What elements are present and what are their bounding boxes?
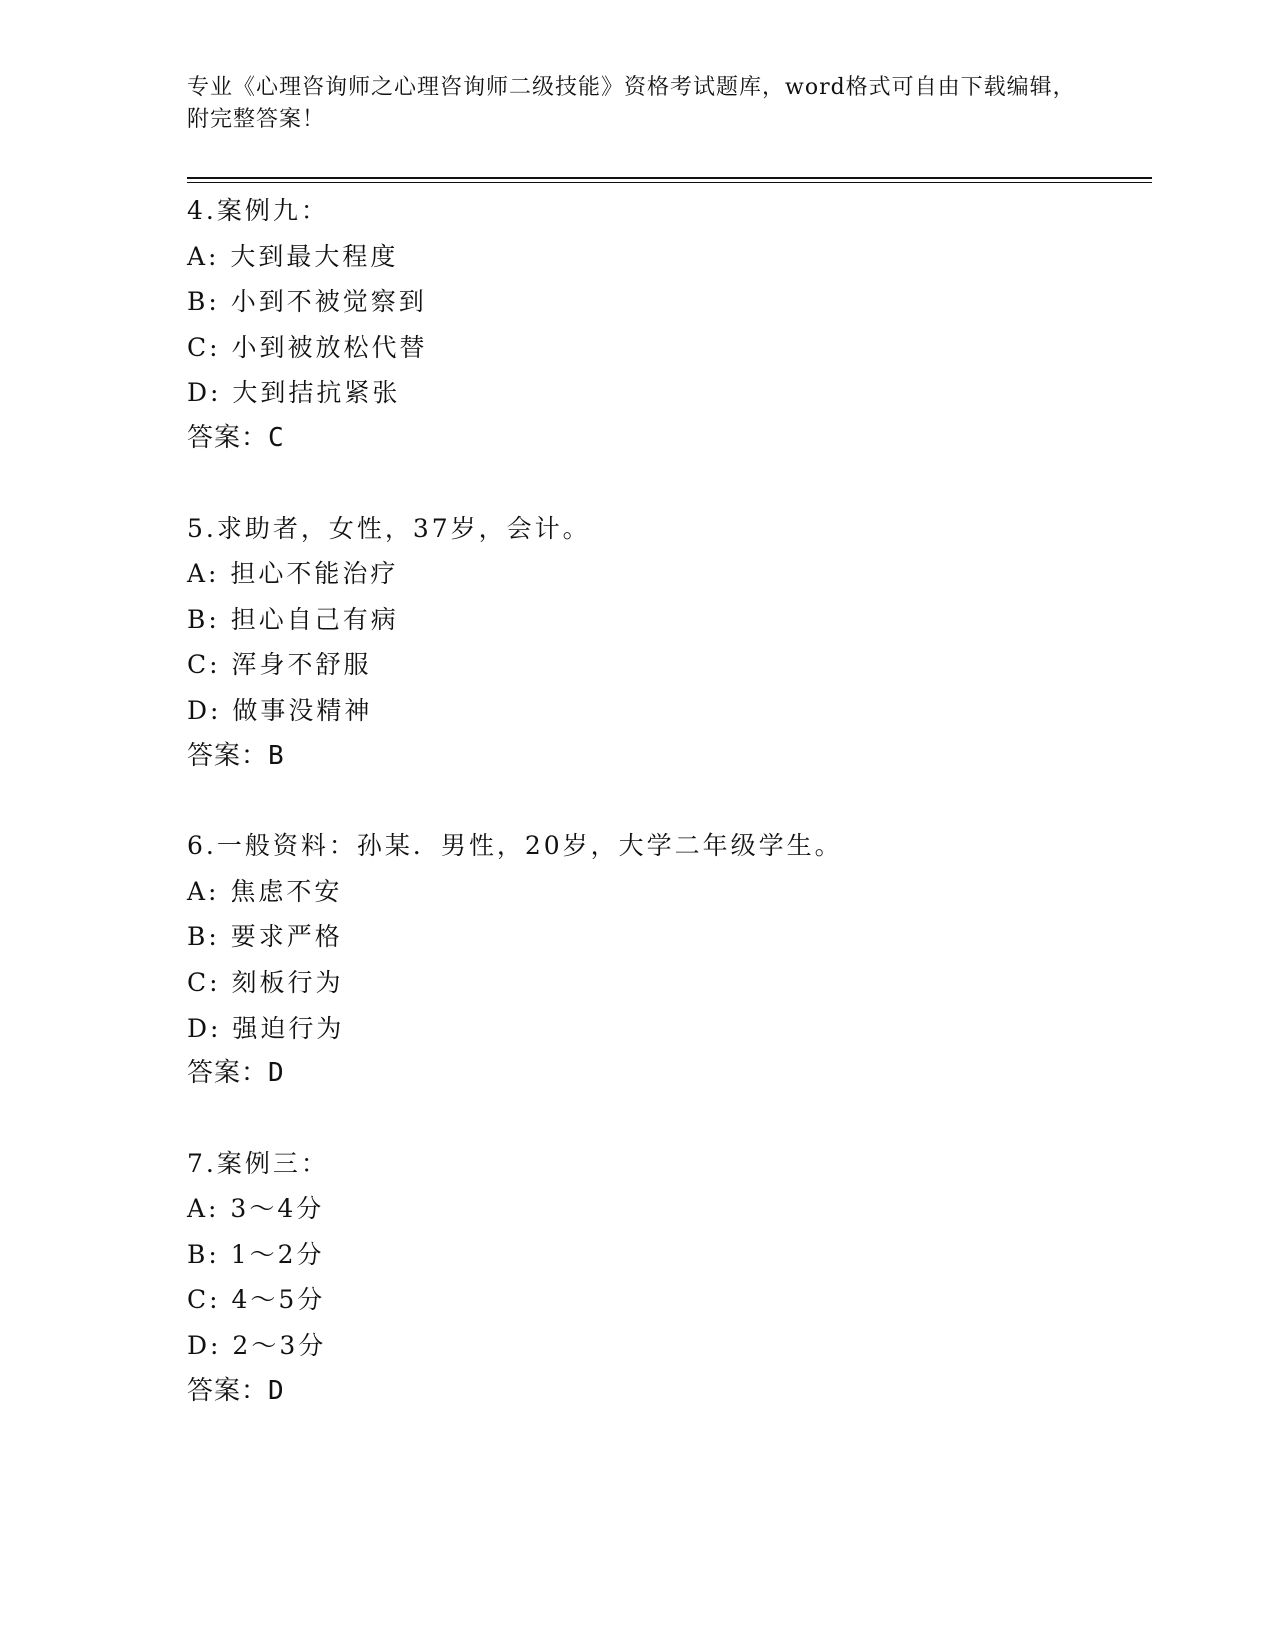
option-b: B: 担心自己有病: [187, 604, 399, 634]
header-divider: [187, 177, 1152, 179]
question-stem: 4.案例九：: [187, 196, 329, 225]
option-b: B: 小到不被觉察到: [187, 287, 427, 317]
document-header: 专业《心理咨询师之心理咨询师二级技能》资格考试题库，word格式可自由下载编辑，附完整答案！: [187, 75, 1076, 132]
answer-label: 答案：: [187, 1375, 269, 1406]
answer-label: 答案：: [187, 740, 269, 771]
question-stem: 6.一般资料：孙某．男性，20岁，大学二年级学生。: [187, 831, 843, 861]
header-divider-thin: [187, 182, 1152, 183]
answer-value: B: [268, 740, 285, 771]
answer-line: [187, 416, 1147, 462]
question-list: [187, 188, 1147, 1458]
option-c: C: 4～5分: [187, 1285, 326, 1315]
option-b: B: 1～2分: [187, 1239, 325, 1269]
answer-line: [187, 1369, 1147, 1415]
option-d: D: 做事没精神: [187, 695, 373, 725]
option-a: A: 担心不能治疗: [187, 559, 399, 589]
question-4: [187, 188, 1147, 462]
answer-value: D: [268, 1058, 285, 1089]
question-5: [187, 506, 1147, 780]
answer-label: 答案：: [187, 1058, 269, 1089]
answer-label: 答案：: [187, 422, 269, 453]
option-a: A: 焦虑不安: [187, 876, 343, 906]
option-d: D: 大到拮抗紧张: [187, 378, 401, 408]
question-7: [187, 1141, 1147, 1415]
answer-value: D: [268, 1375, 285, 1406]
option-d: D: 2～3分: [187, 1331, 327, 1361]
answer-value: C: [268, 422, 285, 453]
option-d: D: 强迫行为: [187, 1013, 345, 1043]
option-a: A: 大到最大程度: [187, 241, 399, 271]
option-a: A: 3～4分: [187, 1194, 325, 1224]
option-c: C: 刻板行为: [187, 967, 344, 997]
question-stem: 5.求助者，女性，37岁，会计。: [187, 513, 591, 543]
option-c: C: 小到被放松代替: [187, 332, 428, 362]
answer-line: [187, 734, 1147, 780]
option-c: C: 浑身不舒服: [187, 650, 372, 680]
question-6: [187, 823, 1147, 1097]
question-stem: 7.案例三：: [187, 1148, 329, 1178]
answer-line: [187, 1051, 1147, 1097]
option-b: B: 要求严格: [187, 922, 343, 952]
